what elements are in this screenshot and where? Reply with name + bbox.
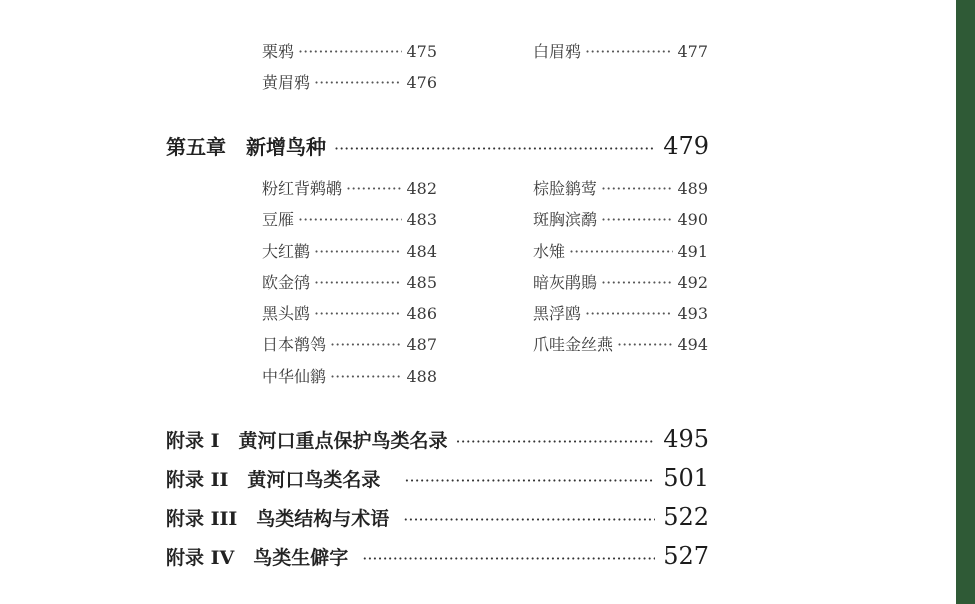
entry-name: 黑浮鸥 [533,304,582,323]
appendix-title: 附录 I 黄河口重点保护鸟类名录 [166,430,448,452]
entry-name: 黑头鸥 [262,304,311,323]
dot-leader [585,41,673,63]
entry-name: 粉红背鹈鹕 [262,179,343,198]
toc-entry[interactable] [262,72,437,94]
toc-entry[interactable] [262,178,437,200]
dot-leader [601,178,673,200]
chapter-page: 479 [663,132,709,160]
toc-entry[interactable] [533,209,708,231]
entry-page: 492 [677,273,708,292]
entry-page: 476 [406,73,437,92]
dot-leader [314,241,402,263]
entry-page: 493 [677,304,708,323]
appendix-heading[interactable] [166,464,709,492]
toc-entry[interactable] [533,241,708,263]
entry-page: 486 [406,304,437,323]
chapter-heading[interactable] [166,131,709,160]
entry-page: 488 [406,367,437,386]
toc-entry[interactable] [533,303,708,325]
entry-name: 棕脸鹟莺 [533,179,598,198]
appendix-page: 495 [663,425,709,453]
appendix-heading[interactable] [166,503,709,531]
entry-page: 482 [406,179,437,198]
dot-leader [298,41,402,63]
appendix-page: 522 [663,503,709,531]
toc-entry[interactable] [262,366,437,388]
dot-leader [346,178,402,200]
chapter-title: 第五章 新增鸟种 [166,135,326,159]
entry-page: 477 [677,42,708,61]
entry-page: 475 [406,42,437,61]
appendix-title: 附录 III 鸟类结构与术语 [166,508,390,530]
dot-leader [601,209,673,231]
entry-name: 白眉鸦 [533,42,582,61]
entry-name: 豆雁 [262,210,295,229]
entry-page: 485 [406,273,437,292]
dot-leader [569,241,673,263]
toc-entry[interactable] [533,272,708,294]
entry-name: 黄眉鸦 [262,73,311,92]
toc-entry[interactable] [533,41,708,63]
entry-page: 490 [677,210,708,229]
appendix-heading[interactable] [166,425,709,453]
entry-name: 水雉 [533,242,566,261]
dot-leader [404,471,655,490]
entry-page: 489 [677,179,708,198]
entry-page: 487 [406,335,437,354]
dot-leader [456,432,656,451]
appendix-heading[interactable] [166,542,709,570]
dot-leader [601,272,673,294]
dot-leader [330,334,402,356]
entry-page: 491 [677,242,708,261]
dot-leader [362,549,655,568]
dot-leader [298,209,402,231]
entry-page: 483 [406,210,437,229]
appendix-title: 附录 II 黄河口鸟类名录 [166,469,381,491]
dot-leader [314,303,402,325]
dot-leader [617,334,673,356]
entry-name: 中华仙鹟 [262,367,327,386]
dot-leader [585,303,673,325]
entry-name: 栗鸦 [262,42,295,61]
appendix-page: 501 [663,464,709,492]
dot-leader [314,72,402,94]
toc-entry[interactable] [262,41,437,63]
toc-entry[interactable] [533,334,708,356]
dot-leader [330,366,402,388]
side-color-band [956,0,975,604]
toc-entry[interactable] [262,209,437,231]
entry-name: 爪哇金丝燕 [533,335,614,354]
dot-leader [403,510,655,529]
entry-page: 484 [406,242,437,261]
dot-leader [334,139,655,158]
appendix-page: 527 [663,542,709,570]
entry-name: 斑胸滨鹬 [533,210,598,229]
toc-entry[interactable] [262,241,437,263]
toc-entry[interactable] [262,272,437,294]
entry-name: 暗灰鹃鵙 [533,273,598,292]
entry-name: 大红鹳 [262,242,311,261]
toc-entry[interactable] [262,303,437,325]
toc-entry[interactable] [533,178,708,200]
toc-entry[interactable] [262,334,437,356]
entry-name: 日本鹡鸰 [262,335,327,354]
dot-leader [314,272,402,294]
entry-page: 494 [677,335,708,354]
entry-name: 欧金鸻 [262,273,311,292]
appendix-title: 附录 IV 鸟类生僻字 [166,547,349,569]
